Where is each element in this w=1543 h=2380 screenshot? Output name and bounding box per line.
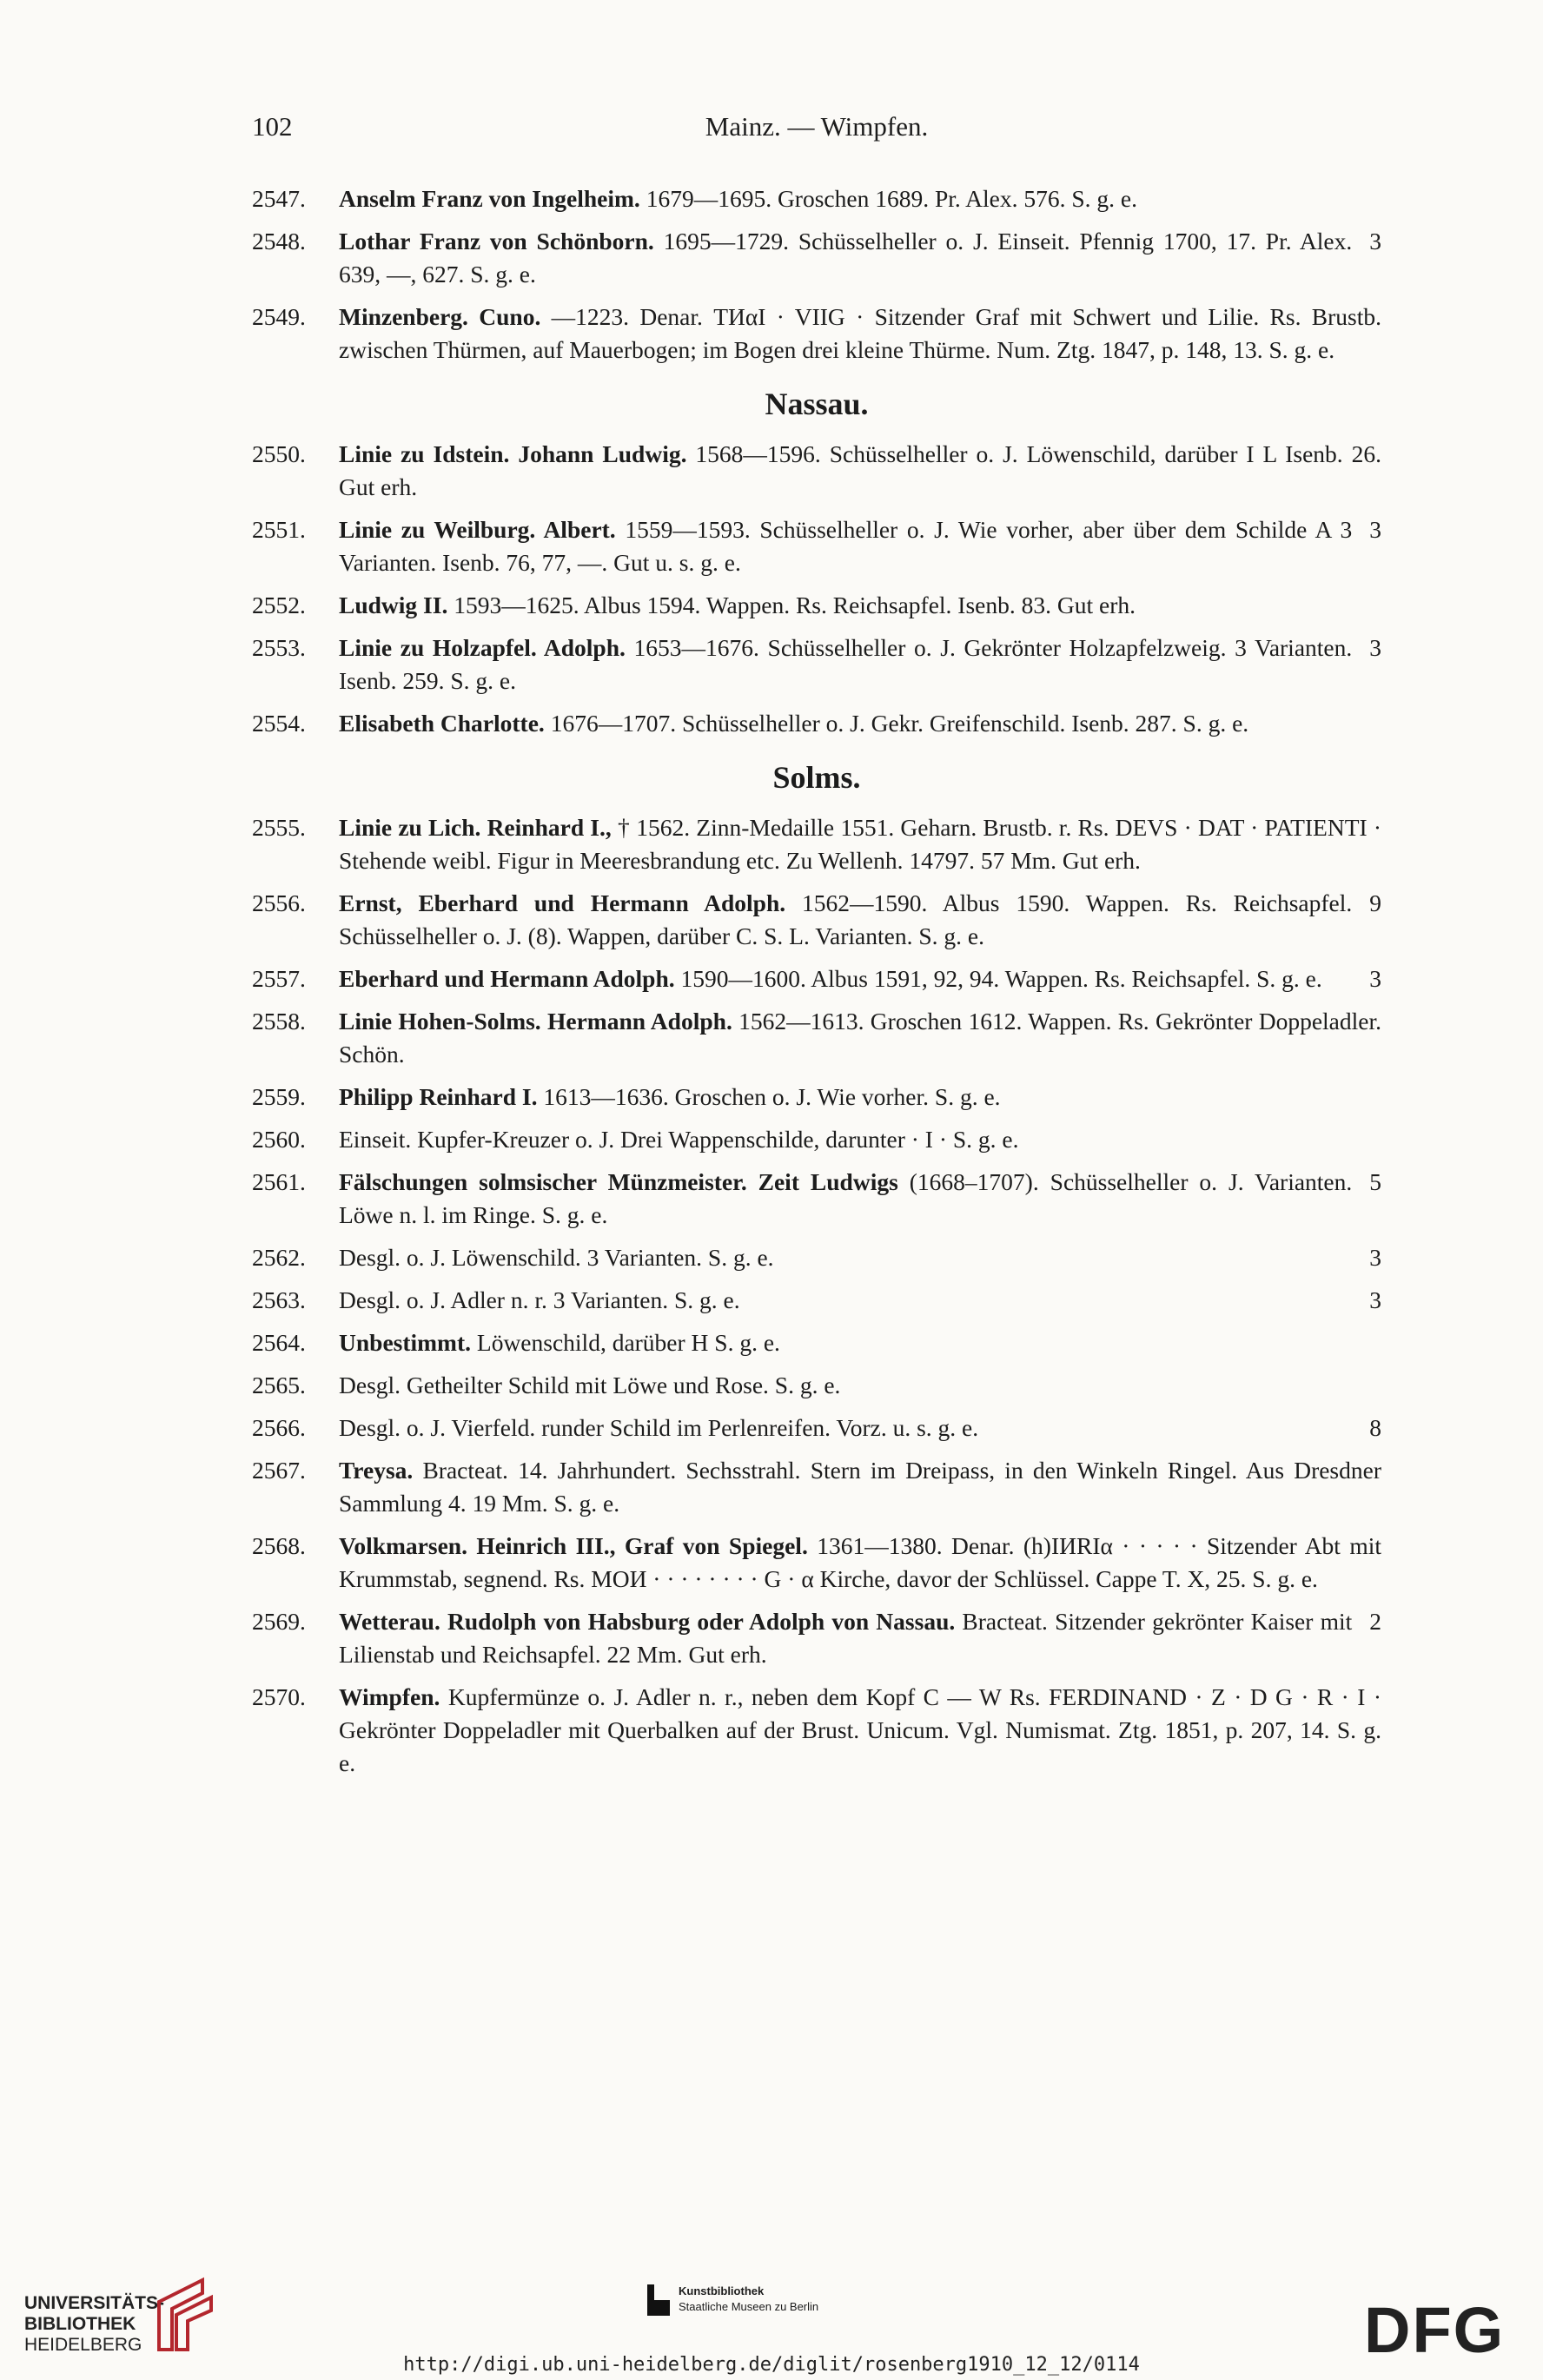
catalog-entry [252, 1605, 1381, 1671]
entry-text: 1676—1707. Schüsselheller o. J. Gekr. Greifenschild. Isenb. 287. S. g. e. [550, 710, 1249, 737]
entry-text: Löwenschild, darüber H S. g. e. [476, 1329, 780, 1356]
university-library-logo-icon [155, 2276, 215, 2354]
entry-text: Bracteat. 14. Jahrhundert. Sechsstrahl. Stern im Dreipass, in den Winkeln Ringel. Aus Dresdner Sammlung 4. 19 Mm. S. g. e. [339, 1457, 1382, 1517]
entry-number: 2553. [252, 634, 306, 661]
entry-number: 2570. [252, 1683, 306, 1710]
entry-heading: Anselm Franz von Ingelheim. [339, 185, 640, 212]
library-line3: HEIDELBERG [24, 2335, 142, 2355]
university-library-logo-text [24, 2293, 164, 2356]
page-header [252, 111, 1381, 155]
catalog-entry [252, 182, 1381, 215]
entry-value: 3 [1369, 516, 1381, 543]
entry-value: 3 [1369, 634, 1381, 661]
entry-value: 3 [1369, 1244, 1381, 1271]
entry-text: 1562—1613. Groschen 1612. Wappen. Rs. Gekrönter Doppeladler. Schön. [339, 1008, 1381, 1068]
entry-number: 2552. [252, 592, 306, 618]
entry-text: 1562—1590. Albus 1590. Wappen. Rs. Reichsapfel. Schüsselheller o. J. (8). Wappen, darüber C. S. L. Varianten. S. g. e. [339, 889, 1353, 949]
entry-number: 2561. [252, 1168, 306, 1195]
entry-number: 2547. [252, 185, 306, 212]
catalog-entry [252, 1411, 1381, 1445]
catalog-entry [252, 1454, 1381, 1520]
entry-number: 2565. [252, 1372, 306, 1398]
entry-heading: Volkmarsen. Heinrich III., Graf von Spiegel. [339, 1532, 808, 1559]
source-url: http://digi.ub.uni-heidelberg.de/diglit/rosenberg1910_12_12/0114 [403, 2354, 1140, 2376]
entry-heading: Minzenberg. Cuno. [339, 303, 541, 330]
entry-value: 5 [1369, 1168, 1381, 1195]
entry-number: 2558. [252, 1008, 306, 1035]
entry-value: 3 [1369, 1286, 1381, 1313]
entry-heading: Fälschungen solmsischer Münzmeister. Zeit Ludwigs [339, 1168, 898, 1195]
entry-value: 9 [1369, 889, 1381, 916]
entry-number: 2548. [252, 228, 306, 255]
entry-number: 2549. [252, 303, 306, 330]
entry-heading: Ludwig II. [339, 592, 448, 618]
catalog-entry [252, 631, 1381, 697]
catalog-entry [252, 225, 1381, 291]
catalog-entries [252, 182, 1381, 1789]
section-heading: Nassau. [765, 387, 869, 421]
entry-text: 1695—1729. Schüsselheller o. J. Einseit. Pfennig 1700, 17. Pr. Alex. 639, —, 627. S. g. e. [339, 228, 1353, 288]
catalog-entry [252, 1681, 1381, 1780]
entry-text: 1568—1596. Schüsselheller o. J. Löwenschild, darüber I L Isenb. 26. Gut erh. [339, 440, 1382, 500]
entry-text: Einseit. Kupfer-Kreuzer o. J. Drei Wappenschilde, darunter · I · S. g. e. [339, 1126, 1019, 1153]
entry-heading: Wetterau. Rudolph von Habsburg oder Adolph von Nassau. [339, 1608, 956, 1635]
entry-text: 1361—1380. Denar. (h)IИRIα · · · · · Sitzender Abt mit Krummstab, segnend. Rs. MOИ · · · · · · · · G · α Kirche, davor der Schlüssel. Cappe T. X, 25. S. g. e. [339, 1532, 1382, 1592]
entry-text: Desgl. o. J. Vierfeld. runder Schild im Perlenreifen. Vorz. u. s. g. e. [339, 1414, 979, 1441]
entry-heading: Linie zu Holzapfel. Adolph. [339, 634, 626, 661]
entry-text: (1668–1707). Schüsselheller o. J. Varianten. Löwe n. l. im Ringe. S. g. e. [339, 1168, 1353, 1228]
entry-value: 3 [1369, 228, 1381, 255]
entry-text: Kupfermünze o. J. Adler n. r., neben dem Kopf C — W Rs. FERDINAND · Z · D G · R · I · Gekrönter Doppeladler mit Querbalken auf der Brust. Unicum. Vgl. Numismat. Ztg. 1851, p. 207, 14. S. g. e. [339, 1683, 1382, 1776]
catalog-entry [252, 887, 1381, 953]
entry-value: 3 [1369, 965, 1381, 992]
catalog-entry [252, 707, 1381, 740]
catalog-entry [252, 438, 1381, 504]
entry-heading: Linie zu Weilburg. Albert. [339, 516, 616, 543]
entry-value: 8 [1369, 1414, 1381, 1441]
entry-text: 1613—1636. Groschen o. J. Wie vorher. S. g. e. [543, 1083, 1001, 1110]
entry-heading: Linie zu Lich. Reinhard I., [339, 814, 612, 841]
entry-value: 2 [1369, 1608, 1381, 1635]
catalog-entry [252, 1241, 1381, 1274]
entry-heading: Ernst, Eberhard und Hermann Adolph. [339, 889, 786, 916]
entry-heading: Eberhard und Hermann Adolph. [339, 965, 675, 992]
catalog-entry [252, 962, 1381, 995]
page-footer [0, 2258, 1543, 2380]
kb-line2: Staatliche Museen zu Berlin [679, 2300, 819, 2313]
dfg-logo: DFG [1364, 2294, 1506, 2366]
entry-number: 2555. [252, 814, 306, 841]
entry-text: 1679—1695. Groschen 1689. Pr. Alex. 576. S. g. e. [646, 185, 1137, 212]
running-title: Mainz. — Wimpfen. [705, 111, 929, 142]
entry-heading: Treysa. [339, 1457, 414, 1484]
catalog-entry [252, 1284, 1381, 1317]
catalog-entry [252, 589, 1381, 622]
library-line2: BIBLIOTHEK [24, 2314, 136, 2334]
catalog-entry [252, 1530, 1381, 1596]
catalog-entry [252, 1166, 1381, 1232]
entry-number: 2562. [252, 1244, 306, 1271]
entry-heading: Philipp Reinhard I. [339, 1083, 538, 1110]
entry-text: Desgl. o. J. Adler n. r. 3 Varianten. S. g. e. [339, 1286, 740, 1313]
entry-text: 1590—1600. Albus 1591, 92, 94. Wappen. Rs. Reichsapfel. S. g. e. [680, 965, 1322, 992]
entry-number: 2566. [252, 1414, 306, 1441]
entry-number: 2556. [252, 889, 306, 916]
entry-number: 2567. [252, 1457, 306, 1484]
section-heading: Solms. [772, 760, 861, 795]
catalog-entry [252, 811, 1381, 877]
entry-text: 1559—1593. Schüsselheller o. J. Wie vorher, aber über dem Schilde A 3 Varianten. Isenb. 76, 77, —. Gut u. s. g. e. [339, 516, 1353, 576]
catalog-entry [252, 1123, 1381, 1156]
entry-text: 1653—1676. Schüsselheller o. J. Gekrönter Holzapfelzweig. 3 Varianten. Isenb. 259. S. g. e. [339, 634, 1353, 694]
catalog-entry [252, 301, 1381, 367]
entry-text: 1593—1625. Albus 1594. Wappen. Rs. Reichsapfel. Isenb. 83. Gut erh. [454, 592, 1136, 618]
entry-text: † 1562. Zinn-Medaille 1551. Geharn. Brustb. r. Rs. DEVS · DAT · PATIENTI · Stehende weibl. Figur in Meeresbrandung etc. Zu Wellenh. 14797. 57 Mm. Gut erh. [339, 814, 1382, 874]
entry-number: 2564. [252, 1329, 306, 1356]
kb-line1: Kunstbibliothek [679, 2284, 765, 2297]
entry-text: Desgl. Getheilter Schild mit Löwe und Rose. S. g. e. [339, 1372, 841, 1398]
entry-number: 2563. [252, 1286, 306, 1313]
catalog-entry [252, 1326, 1381, 1359]
entry-number: 2554. [252, 710, 306, 737]
page-number: 102 [252, 111, 293, 142]
entry-heading: Elisabeth Charlotte. [339, 710, 545, 737]
catalog-entry [252, 1369, 1381, 1402]
entry-number: 2559. [252, 1083, 306, 1110]
catalog-entry [252, 1005, 1381, 1071]
entry-number: 2560. [252, 1126, 306, 1153]
entry-number: 2568. [252, 1532, 306, 1559]
entry-heading: Linie Hohen-Solms. Hermann Adolph. [339, 1008, 732, 1035]
entry-number: 2557. [252, 965, 306, 992]
entry-number: 2569. [252, 1608, 306, 1635]
kunstbibliothek-mark-icon [647, 2284, 670, 2316]
entry-text: Desgl. o. J. Löwenschild. 3 Varianten. S. g. e. [339, 1244, 774, 1271]
catalog-entry [252, 513, 1381, 579]
entry-heading: Linie zu Idstein. Johann Ludwig. [339, 440, 687, 467]
entry-text: Bracteat. Sitzender gekrönter Kaiser mit Lilienstab und Reichsapfel. 22 Mm. Gut erh. [339, 1608, 1353, 1668]
entry-heading: Lothar Franz von Schönborn. [339, 228, 654, 255]
entry-number: 2550. [252, 440, 306, 467]
library-line1: UNIVERSITÄTS- [24, 2293, 165, 2313]
entry-heading: Wimpfen. [339, 1683, 440, 1710]
catalog-entry [252, 1081, 1381, 1114]
entry-text: —1223. Denar. ТИαI · VIIG · Sitzender Graf mit Schwert und Lilie. Rs. Brustb. zwischen Thürmen, auf Mauerbogen; im Bogen drei kleine Thürme. Num. Ztg. 1847, p. 148, 13. S. g. e. [339, 303, 1382, 363]
entry-heading: Unbestimmt. [339, 1329, 472, 1356]
entry-number: 2551. [252, 516, 306, 543]
